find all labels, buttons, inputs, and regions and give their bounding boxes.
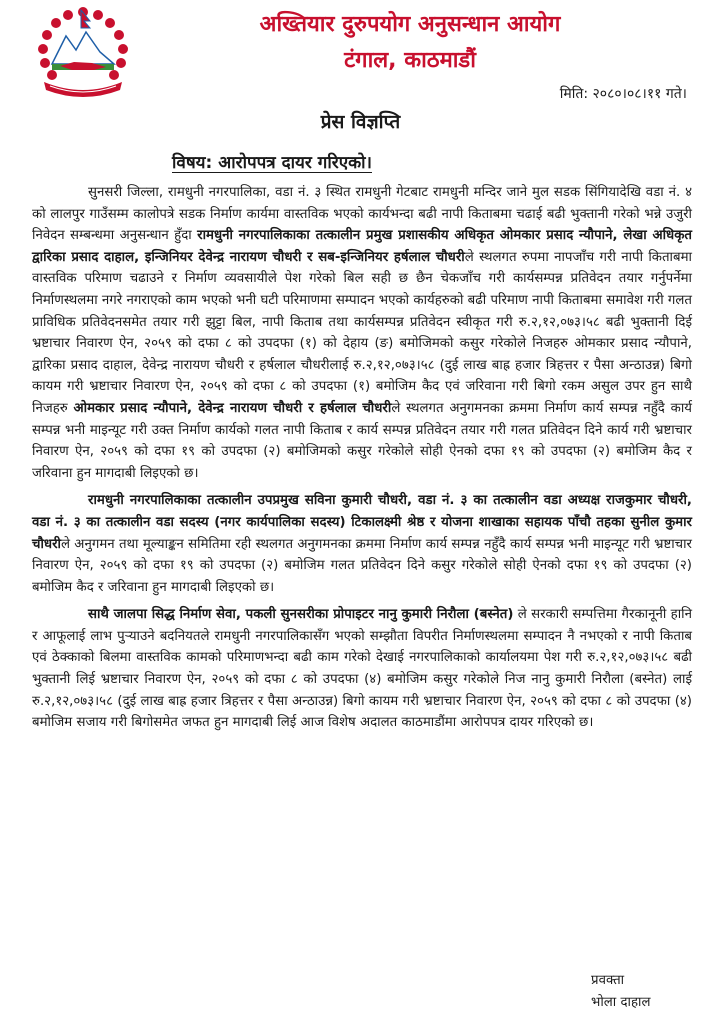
document-subject: विषय: आरोपपत्र दायर गरिएको। [172, 153, 372, 173]
document-body [32, 182, 692, 740]
paragraph-3: साथै जालपा सिद्ध निर्माण सेवा, पकली सुनसरीका प्रोपाइटर नानु कुमारी निरौला (बस्नेत) ले सरकारी सम्पत्तिमा गैरकानूनी हानि र आफूलाई लाभ पुऱ्याउने बदनियतले रामधुनी नगरपालिकासँग भएको सम्झौता विपरीत निर्माणस्थलमा सम्पादन नै नभएको र नापी किताब एवं ठेक्काको बिलमा वास्तविक कामको परिमाणभन्दा बढी काम गरेको देखाई नगरपालिकाको कार्यालयमा पेश गरी रु.२,१२,०७३।५८ बढी भुक्तानी लिई भ्रष्टाचार निवारण ऐन, २०५९ को दफा ८ को उपदफा (४) बमोजिम कसुर गरेकोले निज नानु कुमारी निरौला (बस्नेत) लाई रु.२,१२,०७३।५८ (दुई लाख बाह्र हजार त्रिहत्तर र पैसा अन्ठाउन्न) बिगो कायम गरी भ्रष्टाचार निवारण ऐन, २०५९ को दफा ८ को उपदफा (४) बमोजिम सजाय गरी बिगोसमेत जफत हुन मागदाबी लिई आज विशेष अदालत काठमाडौंमा आरोपपत्र दायर गरिएको छ। [32, 607, 692, 731]
paragraph-1: सुनसरी जिल्ला, रामधुनी नगरपालिका, वडा नं. ३ स्थित रामधुनी गेटबाट रामधुनी मन्दिर जाने मुल सडक सिंगियादेखि वडा नं. ४ को लालपुर गाउँसम्म कालोपत्रे सडक निर्माण कार्यमा वास्तविक भएको कार्यभन्दा बढी नापी किताबमा चढाई बढी भुक्तानी गरेको भन्ने उजुरी निवेदन सम्बन्धमा अनुसन्धान हुँदा रामधुनी नगरपालिकाका तत्कालीन प्रमुख प्रशासकीय अधिकृत ओमकार प्रसाद न्यौपाने, लेखा अधिकृत द्वारिका प्रसाद दाहाल, इन्जिनियर देवेन्द्र नारायण चौधरी र सब-इन्जिनियर हर्षलाल चौधरीले स्थलगत रुपमा नापजाँच गरी नापी किताबमा वास्तविक परिमाण चढाउने र निर्माण व्यवसायीले पेश गरेको बिल सही छ छैन चेकजाँच गरी कार्यसम्पन्न प्रतिवेदन तयार गर्नुपर्नेमा निर्माणस्थलमा नगरे नगराएको काम भएको भनी घटी परिमाणमा सम्पादन भएको कार्यहरुको बढी परिमाण नापी किताबमा समावेश गरी गलत प्राविधिक प्रतिवेदनसमेत तयार गरी झुट्टा बिल, नापी किताब तथा कार्यसम्पन्न प्रतिवेदन स्वीकृत गरी रु.२,१२,०७३।५८ बढी भुक्तानी दिई भ्रष्टाचार निवारण ऐन, २०५९ को दफा ८ को उपदफा (१) को देहाय (ङ) बमोजिमको कसुर गरेकोले निजहरु ओमकार प्रसाद न्यौपाने, द्वारिका प्रसाद दाहाल, देवेन्द्र नारायण चौधरी र हर्षलाल चौधरीलाई रु.२,१२,०७३।५८ (दुई लाख बाह्र हजार त्रिहत्तर र पैसा अन्ठाउन्न) बिगो कायम गरी भ्रष्टाचार निवारण ऐन, २०५९ को दफा ८ को उपदफा (१) बमोजिम कैद एवं जरिवाना गरी बिगो रकम असुल उपर हुन साथै निजहरु ओमकार प्रसाद न्यौपाने, देवेन्द्र नारायण चौधरी र हर्षलाल चौधरीले स्थलगत अनुगमनका क्रममा निर्माण कार्य सम्पन्न नहुँदै कार्य सम्पन्न भनी माइन्यूट गरी उक्त निर्माण कार्यको गलत नापी किताब र कार्य सम्पन्न प्रतिवेदन तयार गरी गलत प्रतिवेदन दिने कार्य गरी भ्रष्टाचार निवारण ऐन, २०५९ को दफा १९ को उपदफा (२) बमोजिमको कसुर गरेकोले सोही ऐनको दफा १९ को उपदफा (२) बमोजिम कैद र जरिवाना हुन मागदाबी लिइएको छ। [32, 185, 693, 481]
paragraph-2: रामधुनी नगरपालिकाका तत्कालीन उपप्रमुख सविना कुमारी चौधरी, वडा नं. ३ का तत्कालीन वडा अध्यक्ष राजकुमार चौधरी, वडा नं. ३ का तत्कालीन वडा सदस्य (नगर कार्यपालिका सदस्य) टिकालक्ष्मी श्रेष्ठ र योजना शाखाका सहायक पाँचौ तहका सुनील कुमार चौधरीले अनुगमन तथा मूल्याङ्कन समितिमा रही स्थलगत अनुगमनका क्रममा निर्माण कार्य सम्पन्न नहुँदै कार्य सम्पन्न भनी माइन्यूट गरी भ्रष्टाचार निवारण ऐन, २०५९ को दफा १९ को उपदफा (२) बमोजिम गलत प्रतिवेदन दिने कसुर गरेकोले सोही ऐनको दफा १९ को उपदफा (२) बमोजिम कैद र जरिवाना हुन मागदाबी लिइएको छ। [32, 493, 692, 595]
signature-role: प्रवक्ता [591, 973, 625, 988]
organization-address: टंगाल, काठमाडौं [344, 48, 476, 73]
document-date: मिति: २०८०।०८।११ गते। [559, 86, 687, 102]
document-title: प्रेस विज्ञप्ति [320, 111, 401, 133]
signature-block [591, 970, 683, 1014]
nepal-government-emblem-icon [34, 6, 132, 98]
signature-name: भोला दाहाल [591, 995, 651, 1010]
organization-name: अख्तियार दुरुपयोग अनुसन्धान आयोग [259, 12, 561, 37]
